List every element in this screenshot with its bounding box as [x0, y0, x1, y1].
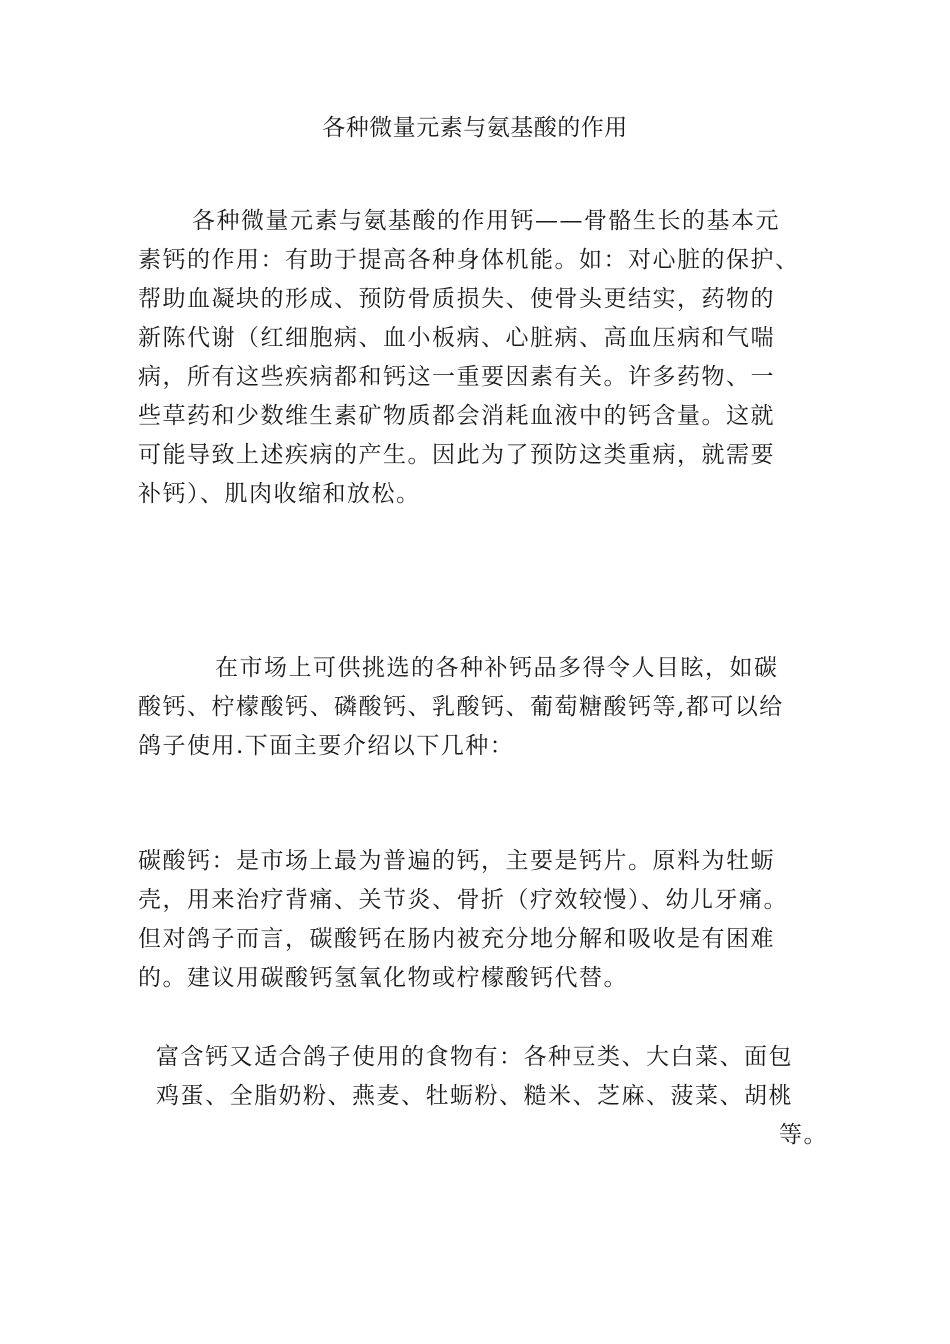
paragraph-calcium-role [138, 202, 808, 514]
paragraph-calcium-carbonate [138, 842, 828, 998]
paragraph-line: 病，所有这些疾病都和钙这一重要因素有关。许多药物、一 [138, 364, 775, 390]
paragraph-line: 帮助血凝块的形成、预防骨质损失、使骨头更结实，药物的 [138, 286, 775, 312]
paragraph-line: 壳，用来治疗背痛、关节炎、骨折（疗效较慢）、幼儿牙痛。 [138, 887, 788, 913]
paragraph-line: 各种微量元素与氨基酸的作用钙——骨骼生长的基本元 [192, 208, 780, 234]
paragraph-line: 可能导致上述疾病的产生。因此为了预防这类重病，就需要 [138, 442, 775, 468]
paragraph-calcium-foods [138, 1038, 828, 1155]
paragraph-line: 酸钙、柠檬酸钙、磷酸钙、乳酸钙、葡萄糖酸钙等,都可以给 [138, 694, 784, 720]
paragraph-line: 在市场上可供挑选的各种补钙品多得令人目眩，如碳 [215, 655, 779, 681]
paragraph-line: 补钙）、肌肉收缩和放松。 [138, 481, 421, 507]
paragraph-line: 富含钙又适合鸽子使用的食物有：各种豆类、大白菜、面包 [156, 1044, 793, 1070]
paragraph-line: 鸽子使用.下面主要介绍以下几种： [138, 733, 515, 759]
paragraph-line: 鸡蛋、全脂奶粉、燕麦、牡蛎粉、糙米、芝麻、菠菜、胡桃 [156, 1083, 793, 1109]
paragraph-line: 但对鸽子而言，碳酸钙在肠内被充分地分解和吸收是有困难 [138, 926, 775, 952]
paragraph-line: 些草药和少数维生素矿物质都会消耗血液中的钙含量。这就 [138, 403, 775, 429]
paragraph-line: 新陈代谢（红细胞病、血小板病、心脏病、高血压病和气喘 [138, 325, 775, 351]
paragraph-line: 等。 [779, 1122, 828, 1148]
paragraph-line: 碳酸钙：是市场上最为普遍的钙，主要是钙片。原料为牡蛎 [138, 848, 775, 874]
paragraph-line: 素钙的作用：有助于提高各种身体机能。如：对心脏的保护、 [138, 247, 800, 273]
paragraph-line: 的。建议用碳酸钙氢氧化物或柠檬酸钙代替。 [138, 965, 628, 991]
paragraph-calcium-products [138, 649, 808, 766]
document-title: 各种微量元素与氨基酸的作用 [322, 115, 628, 141]
